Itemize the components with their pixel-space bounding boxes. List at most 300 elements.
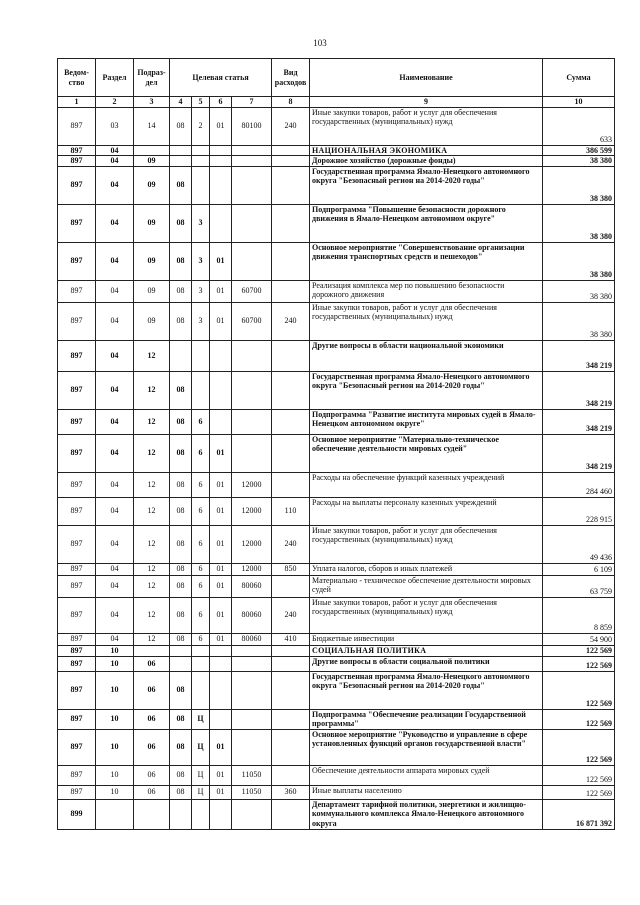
cell-razd <box>96 799 134 829</box>
cell-c2: 6 <box>192 434 210 472</box>
cell-ved: 897 <box>58 656 96 671</box>
cell-podr: 12 <box>134 497 170 525</box>
cell-vid <box>272 799 310 829</box>
table-row <box>58 709 615 729</box>
cell-razd: 04 <box>96 409 134 434</box>
cell-vid <box>272 729 310 765</box>
cell-c3: 01 <box>210 497 232 525</box>
cell-name: Государственная программа Ямало-Ненецкого автономного округа "Безопасный регион на 2014-2020 годы" <box>310 166 543 204</box>
cell-podr: 12 <box>134 633 170 645</box>
cell-podr: 12 <box>134 563 170 575</box>
header-podrazdel: Подраз- дел <box>134 59 170 97</box>
cell-name: Обеспечение деятельности аппарата мировых судей <box>310 765 543 785</box>
cell-sum: 38 380 <box>543 302 615 340</box>
cell-razd: 10 <box>96 656 134 671</box>
cell-c2 <box>192 340 210 371</box>
cell-vid <box>272 472 310 497</box>
cell-vid: 850 <box>272 563 310 575</box>
table-row <box>58 472 615 497</box>
cell-sum: 54 900 <box>543 633 615 645</box>
table-row <box>58 656 615 671</box>
cell-podr: 09 <box>134 166 170 204</box>
cell-ved: 897 <box>58 204 96 242</box>
cell-razd: 04 <box>96 242 134 280</box>
header-summa: Сумма <box>543 59 615 97</box>
cell-podr: 06 <box>134 656 170 671</box>
cell-vid <box>272 434 310 472</box>
cell-name: Бюджетные инвестиции <box>310 633 543 645</box>
table-row <box>58 204 615 242</box>
cell-c2 <box>192 156 210 167</box>
cell-ved: 897 <box>58 633 96 645</box>
cell-c4: 12000 <box>232 497 272 525</box>
cell-name: Иные закупки товаров, работ и услуг для обеспечения государственных (муниципальных) нужд <box>310 597 543 633</box>
cell-name: Основное мероприятие "Руководство и управление в сфере установленных функций органов государственной власти" <box>310 729 543 765</box>
cell-c3: 01 <box>210 575 232 597</box>
cell-razd: 04 <box>96 497 134 525</box>
cell-razd: 04 <box>96 340 134 371</box>
cell-sum: 63 759 <box>543 575 615 597</box>
cell-c3 <box>210 371 232 409</box>
cell-sum: 38 380 <box>543 204 615 242</box>
cell-podr: 06 <box>134 671 170 709</box>
cell-vid: 110 <box>272 497 310 525</box>
table-row <box>58 434 615 472</box>
cell-vid: 240 <box>272 302 310 340</box>
cell-podr: 12 <box>134 434 170 472</box>
column-number: 6 <box>210 97 232 108</box>
cell-c1: 08 <box>170 302 192 340</box>
cell-vid <box>272 656 310 671</box>
cell-c4 <box>232 729 272 765</box>
cell-vid: 240 <box>272 597 310 633</box>
cell-c1 <box>170 799 192 829</box>
cell-c2: Ц <box>192 765 210 785</box>
cell-vid <box>272 156 310 167</box>
cell-vid <box>272 280 310 302</box>
cell-podr: 12 <box>134 371 170 409</box>
column-number: 3 <box>134 97 170 108</box>
table-row <box>58 633 615 645</box>
cell-name: Дорожное хозяйство (дорожные фонды) <box>310 156 543 167</box>
cell-razd: 04 <box>96 156 134 167</box>
cell-c2: 6 <box>192 409 210 434</box>
cell-c4: 12000 <box>232 525 272 563</box>
cell-sum: 122 569 <box>543 645 615 656</box>
cell-c3 <box>210 409 232 434</box>
cell-c4 <box>232 671 272 709</box>
cell-c4: 12000 <box>232 563 272 575</box>
cell-name: Реализация комплекса мер по повышению безопасности дорожного движения <box>310 280 543 302</box>
cell-c3: 01 <box>210 107 232 145</box>
cell-vid <box>272 709 310 729</box>
cell-razd: 10 <box>96 671 134 709</box>
table-row <box>58 242 615 280</box>
cell-podr: 12 <box>134 575 170 597</box>
cell-name: Подпрограмма "Обеспечение реализации Государственной программы" <box>310 709 543 729</box>
table-row <box>58 563 615 575</box>
cell-c1 <box>170 340 192 371</box>
cell-razd: 10 <box>96 709 134 729</box>
column-number: 9 <box>310 97 543 108</box>
cell-name: Государственная программа Ямало-Ненецкого автономного округа "Безопасный регион на 2014-2020 годы" <box>310 671 543 709</box>
cell-podr: 06 <box>134 785 170 799</box>
cell-podr <box>134 145 170 156</box>
cell-razd: 03 <box>96 107 134 145</box>
cell-c1: 08 <box>170 242 192 280</box>
cell-ved: 897 <box>58 472 96 497</box>
cell-ved: 897 <box>58 242 96 280</box>
cell-c3: 01 <box>210 302 232 340</box>
cell-sum: 6 109 <box>543 563 615 575</box>
cell-c2: 6 <box>192 633 210 645</box>
cell-c4 <box>232 409 272 434</box>
cell-razd: 04 <box>96 633 134 645</box>
cell-ved: 897 <box>58 145 96 156</box>
cell-c3: 01 <box>210 765 232 785</box>
cell-ved: 897 <box>58 729 96 765</box>
cell-c1: 08 <box>170 597 192 633</box>
cell-c4 <box>232 242 272 280</box>
cell-razd: 04 <box>96 371 134 409</box>
cell-name: Другие вопросы в области социальной политики <box>310 656 543 671</box>
cell-ved: 897 <box>58 497 96 525</box>
cell-c4 <box>232 145 272 156</box>
cell-c4 <box>232 166 272 204</box>
cell-c3 <box>210 645 232 656</box>
cell-sum: 16 871 392 <box>543 799 615 829</box>
cell-razd: 04 <box>96 597 134 633</box>
cell-c2: 6 <box>192 472 210 497</box>
cell-sum: 122 569 <box>543 671 615 709</box>
cell-c4 <box>232 371 272 409</box>
cell-c2 <box>192 371 210 409</box>
cell-name: Иные закупки товаров, работ и услуг для обеспечения государственных (муниципальных) нужд <box>310 107 543 145</box>
cell-c4: 12000 <box>232 472 272 497</box>
table-row <box>58 497 615 525</box>
cell-ved: 897 <box>58 166 96 204</box>
cell-c2: 6 <box>192 575 210 597</box>
cell-name: СОЦИАЛЬНАЯ ПОЛИТИКА <box>310 645 543 656</box>
cell-c1: 08 <box>170 107 192 145</box>
cell-podr: 12 <box>134 597 170 633</box>
column-number: 10 <box>543 97 615 108</box>
cell-c1: 08 <box>170 575 192 597</box>
cell-c4 <box>232 709 272 729</box>
cell-c3: 01 <box>210 525 232 563</box>
cell-c3: 01 <box>210 242 232 280</box>
table-row <box>58 525 615 563</box>
cell-c2: 3 <box>192 302 210 340</box>
cell-c3: 01 <box>210 633 232 645</box>
cell-c3: 01 <box>210 434 232 472</box>
cell-sum: 49 436 <box>543 525 615 563</box>
cell-c4 <box>232 434 272 472</box>
column-number: 2 <box>96 97 134 108</box>
cell-sum: 38 380 <box>543 166 615 204</box>
cell-c1 <box>170 645 192 656</box>
cell-name: Материально - техническое обеспечение деятельности мировых судей <box>310 575 543 597</box>
cell-c2: Ц <box>192 709 210 729</box>
cell-sum: 348 219 <box>543 371 615 409</box>
cell-razd: 04 <box>96 280 134 302</box>
cell-podr: 12 <box>134 409 170 434</box>
cell-vid: 240 <box>272 107 310 145</box>
cell-ved: 897 <box>58 340 96 371</box>
cell-c4: 80100 <box>232 107 272 145</box>
table-row <box>58 597 615 633</box>
cell-sum: 228 915 <box>543 497 615 525</box>
cell-razd: 04 <box>96 204 134 242</box>
cell-ved: 897 <box>58 434 96 472</box>
cell-podr: 12 <box>134 340 170 371</box>
cell-razd: 04 <box>96 563 134 575</box>
cell-ved: 897 <box>58 107 96 145</box>
cell-c3 <box>210 204 232 242</box>
cell-vid <box>272 145 310 156</box>
cell-c1: 08 <box>170 409 192 434</box>
cell-name: НАЦИОНАЛЬНАЯ ЭКОНОМИКА <box>310 145 543 156</box>
table-row <box>58 156 615 167</box>
cell-c4: 80060 <box>232 575 272 597</box>
table-row <box>58 575 615 597</box>
budget-table <box>57 58 615 830</box>
column-numbers-row <box>58 97 615 108</box>
cell-sum: 8 859 <box>543 597 615 633</box>
cell-razd: 04 <box>96 525 134 563</box>
cell-c1: 08 <box>170 525 192 563</box>
cell-name: Иные выплаты населению <box>310 785 543 799</box>
cell-ved: 897 <box>58 280 96 302</box>
table-row <box>58 166 615 204</box>
cell-c4: 80060 <box>232 597 272 633</box>
cell-ved: 897 <box>58 371 96 409</box>
table-row <box>58 645 615 656</box>
cell-sum: 284 460 <box>543 472 615 497</box>
cell-c2 <box>192 645 210 656</box>
cell-sum: 122 569 <box>543 729 615 765</box>
cell-c3 <box>210 709 232 729</box>
cell-c1: 08 <box>170 709 192 729</box>
cell-vid <box>272 340 310 371</box>
cell-name: Иные закупки товаров, работ и услуг для обеспечения государственных (муниципальных) нужд <box>310 525 543 563</box>
cell-c2: Ц <box>192 729 210 765</box>
cell-razd: 04 <box>96 472 134 497</box>
cell-sum: 38 380 <box>543 242 615 280</box>
cell-podr <box>134 645 170 656</box>
cell-c2: 3 <box>192 242 210 280</box>
cell-c1: 08 <box>170 166 192 204</box>
cell-c3: 01 <box>210 729 232 765</box>
cell-c4: 11050 <box>232 785 272 799</box>
cell-c3 <box>210 145 232 156</box>
cell-name: Основное мероприятие "Материально-техническое обеспечение деятельности мировых судей" <box>310 434 543 472</box>
cell-ved: 897 <box>58 575 96 597</box>
cell-name: Другие вопросы в области национальной экономики <box>310 340 543 371</box>
cell-c2 <box>192 656 210 671</box>
cell-sum: 122 569 <box>543 765 615 785</box>
column-number: 7 <box>232 97 272 108</box>
cell-ved: 897 <box>58 597 96 633</box>
cell-c2 <box>192 166 210 204</box>
column-number: 5 <box>192 97 210 108</box>
cell-name: Подпрограмма "Повышение безопасности дорожного движения в Ямало-Ненецком автономном округе" <box>310 204 543 242</box>
table-row <box>58 671 615 709</box>
cell-ved: 897 <box>58 563 96 575</box>
cell-ved: 897 <box>58 302 96 340</box>
table-row <box>58 340 615 371</box>
cell-ved: 899 <box>58 799 96 829</box>
cell-c3: 01 <box>210 785 232 799</box>
cell-c4: 80060 <box>232 633 272 645</box>
table-row <box>58 785 615 799</box>
cell-c3 <box>210 340 232 371</box>
cell-podr: 09 <box>134 280 170 302</box>
cell-c1: 08 <box>170 472 192 497</box>
cell-c1: 08 <box>170 633 192 645</box>
table-row <box>58 765 615 785</box>
cell-c3: 01 <box>210 280 232 302</box>
cell-vid <box>272 575 310 597</box>
cell-c1: 08 <box>170 371 192 409</box>
cell-sum: 122 569 <box>543 785 615 799</box>
cell-c2: 6 <box>192 497 210 525</box>
cell-razd: 04 <box>96 575 134 597</box>
cell-podr: 12 <box>134 472 170 497</box>
table-body <box>58 107 615 829</box>
cell-c2 <box>192 671 210 709</box>
cell-vid <box>272 645 310 656</box>
cell-c4 <box>232 340 272 371</box>
cell-razd: 10 <box>96 645 134 656</box>
cell-podr: 09 <box>134 242 170 280</box>
cell-c2: 3 <box>192 280 210 302</box>
cell-c2: 6 <box>192 563 210 575</box>
cell-c4 <box>232 656 272 671</box>
cell-c1 <box>170 145 192 156</box>
cell-c3: 01 <box>210 597 232 633</box>
cell-podr: 12 <box>134 525 170 563</box>
cell-ved: 897 <box>58 409 96 434</box>
cell-c3 <box>210 656 232 671</box>
cell-sum: 348 219 <box>543 340 615 371</box>
cell-c3: 01 <box>210 563 232 575</box>
cell-ved: 897 <box>58 765 96 785</box>
cell-razd: 10 <box>96 785 134 799</box>
cell-c2 <box>192 799 210 829</box>
table-row <box>58 799 615 829</box>
cell-c1: 08 <box>170 434 192 472</box>
cell-razd: 10 <box>96 765 134 785</box>
cell-c1: 08 <box>170 765 192 785</box>
cell-c1: 08 <box>170 280 192 302</box>
cell-podr: 06 <box>134 729 170 765</box>
cell-name: Подпрограмма "Развитие института мировых судей в Ямало-Ненецком автономном округе" <box>310 409 543 434</box>
cell-sum: 122 569 <box>543 656 615 671</box>
cell-name: Уплата налогов, сборов и иных платежей <box>310 563 543 575</box>
cell-razd: 04 <box>96 434 134 472</box>
cell-c1: 08 <box>170 785 192 799</box>
cell-c4 <box>232 156 272 167</box>
cell-sum: 38 380 <box>543 280 615 302</box>
cell-vid <box>272 242 310 280</box>
cell-vid: 360 <box>272 785 310 799</box>
cell-c4: 11050 <box>232 765 272 785</box>
table-row <box>58 409 615 434</box>
cell-c4 <box>232 799 272 829</box>
cell-c1: 08 <box>170 729 192 765</box>
cell-name: Департамент тарифной политики, энергетики и жилищно-коммунального комплекса Ямало-Ненецкого автономного округа <box>310 799 543 829</box>
cell-c1 <box>170 156 192 167</box>
column-number: 1 <box>58 97 96 108</box>
cell-name: Иные закупки товаров, работ и услуг для обеспечения государственных (муниципальных) нужд <box>310 302 543 340</box>
table-row <box>58 280 615 302</box>
cell-podr: 09 <box>134 156 170 167</box>
cell-razd: 04 <box>96 302 134 340</box>
cell-c1: 08 <box>170 204 192 242</box>
cell-vid: 410 <box>272 633 310 645</box>
cell-name: Государственная программа Ямало-Ненецкого автономного округа "Безопасный регион на 2014-2020 годы" <box>310 371 543 409</box>
cell-name: Основное мероприятие "Совершенствование организации движения транспортных средств и пешеходов" <box>310 242 543 280</box>
cell-c3 <box>210 166 232 204</box>
cell-razd: 04 <box>96 166 134 204</box>
cell-vid <box>272 671 310 709</box>
cell-c4 <box>232 204 272 242</box>
cell-c4 <box>232 645 272 656</box>
cell-sum: 122 569 <box>543 709 615 729</box>
cell-podr: 06 <box>134 709 170 729</box>
cell-sum: 38 380 <box>543 156 615 167</box>
table-row <box>58 145 615 156</box>
cell-sum: 633 <box>543 107 615 145</box>
cell-c2: Ц <box>192 785 210 799</box>
cell-c1: 08 <box>170 671 192 709</box>
cell-ved: 897 <box>58 156 96 167</box>
cell-c4: 60700 <box>232 302 272 340</box>
cell-c3: 01 <box>210 472 232 497</box>
column-number: 8 <box>272 97 310 108</box>
cell-vid <box>272 166 310 204</box>
cell-c2: 6 <box>192 525 210 563</box>
cell-ved: 897 <box>58 709 96 729</box>
cell-ved: 897 <box>58 525 96 563</box>
table-row <box>58 302 615 340</box>
cell-sum: 348 219 <box>543 409 615 434</box>
cell-podr <box>134 799 170 829</box>
cell-c3 <box>210 799 232 829</box>
cell-c3 <box>210 671 232 709</box>
header-naimenovanie: Наименование <box>310 59 543 97</box>
cell-vid: 240 <box>272 525 310 563</box>
cell-podr: 06 <box>134 765 170 785</box>
cell-podr: 09 <box>134 204 170 242</box>
cell-podr: 09 <box>134 302 170 340</box>
cell-c1: 08 <box>170 563 192 575</box>
cell-vid <box>272 409 310 434</box>
header-vedomstvo: Ведом- ство <box>58 59 96 97</box>
cell-sum: 348 219 <box>543 434 615 472</box>
table-row <box>58 107 615 145</box>
cell-name: Расходы на обеспечение функций казенных учреждений <box>310 472 543 497</box>
cell-vid <box>272 371 310 409</box>
cell-c1 <box>170 656 192 671</box>
cell-c4: 60700 <box>232 280 272 302</box>
cell-c2: 3 <box>192 204 210 242</box>
cell-c3 <box>210 156 232 167</box>
header-vid-raskhodov: Вид расходов <box>272 59 310 97</box>
cell-c2: 2 <box>192 107 210 145</box>
cell-name: Расходы на выплаты персоналу казенных учреждений <box>310 497 543 525</box>
